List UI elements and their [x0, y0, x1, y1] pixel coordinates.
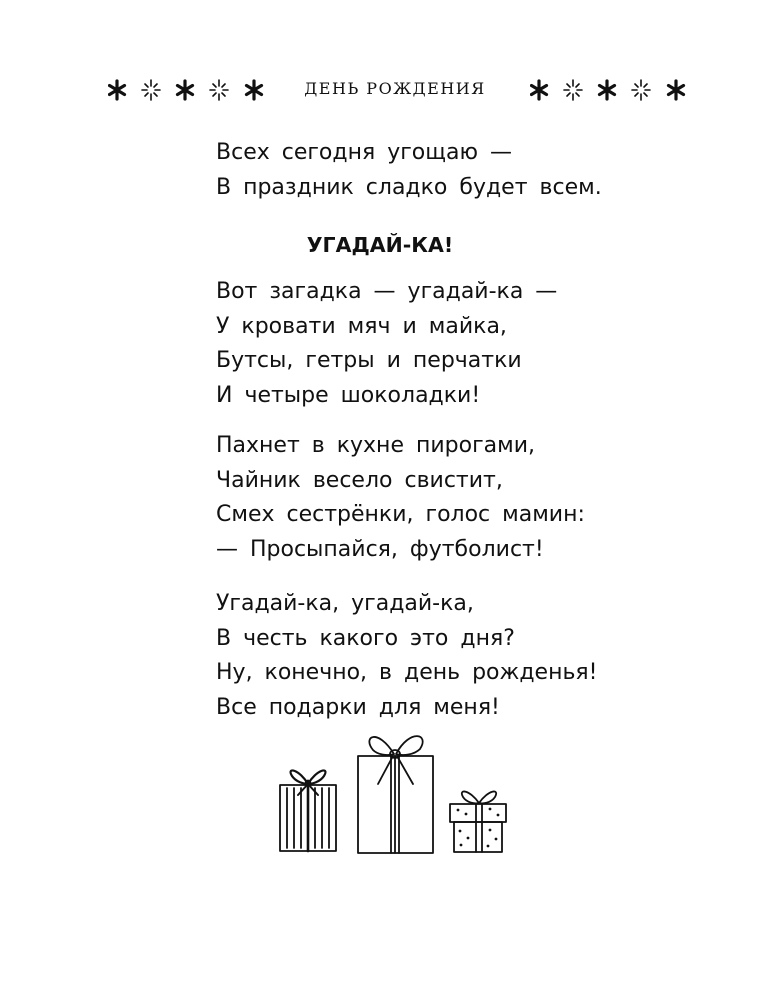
ornament-stars-left [108, 78, 268, 104]
poem-title: УГАДАЙ-КА! [306, 233, 454, 257]
stanza-2 [216, 429, 585, 567]
tall-gift-icon [358, 736, 433, 853]
asterisk-icon [669, 81, 684, 99]
asterisk-icon [600, 81, 615, 99]
gift-boxes-illustration [270, 718, 525, 867]
verse-line: Всех сегодня угощаю — [216, 140, 512, 165]
ornament-stars-right [530, 78, 690, 104]
verse-line: Угадай-ка, угадай-ка, [216, 591, 474, 616]
verse-line: Вот загадка — угадай-ка — [216, 279, 558, 304]
verse-line: В праздник сладко будет всем. [216, 174, 602, 200]
running-header [0, 74, 760, 108]
stanza-1 [216, 275, 557, 413]
running-title: ДЕНЬ РОЖДЕНИЯ [304, 79, 486, 98]
sparkle-icon [142, 80, 160, 100]
verse-line: — Просыпайся, футболист! [216, 536, 544, 562]
verse-line: Пахнет в кухне пирогами, [216, 433, 536, 458]
asterisk-ornament-icon [530, 78, 690, 104]
asterisk-icon [532, 81, 547, 99]
verse-line: В честь какого это дня? [216, 625, 515, 651]
dotted-gift-icon [450, 791, 506, 852]
verse-line: Смех сестрёнки, голос мамин: [216, 502, 585, 527]
verse-line: У кровати мяч и майка, [216, 313, 507, 339]
stanza-3 [216, 587, 598, 725]
sparkle-icon [564, 80, 582, 100]
asterisk-icon [178, 81, 193, 99]
verse-line: Бутсы, гетры и перчатки [216, 348, 522, 373]
asterisk-icon [110, 81, 125, 99]
intro-verse [216, 136, 602, 205]
sparkle-icon [210, 80, 228, 100]
verse-line: Все подарки для меня! [216, 694, 500, 720]
asterisk-ornament-icon [108, 78, 268, 104]
asterisk-icon [247, 81, 262, 99]
verse-line: Ну, конечно, в день рожденья! [216, 660, 598, 685]
verse-line: И четыре шоколадки! [216, 382, 481, 408]
verse-line: Чайник весело свистит, [216, 467, 503, 493]
sparkle-icon [632, 80, 650, 100]
striped-gift-icon [280, 770, 336, 851]
